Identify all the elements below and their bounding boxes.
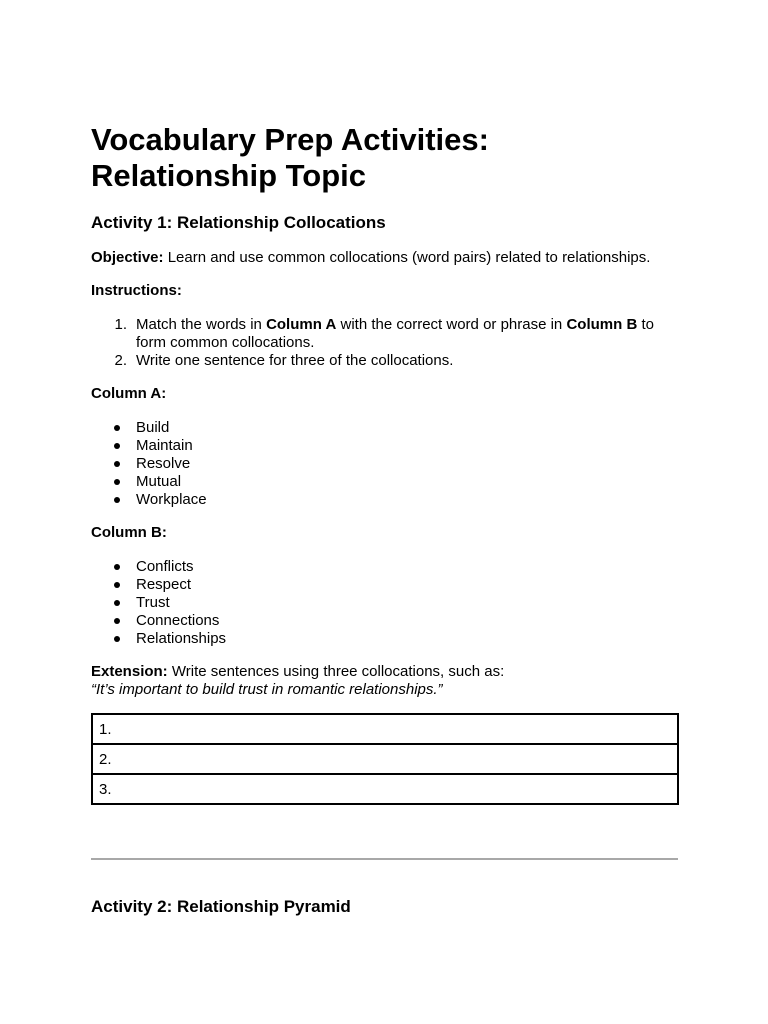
answer-table: [91, 713, 679, 805]
column-b-label: Column B:: [91, 524, 167, 541]
list-item-text: Resolve: [136, 455, 191, 472]
instruction-bold-column-a: Column A: [266, 316, 337, 333]
section-divider: [91, 858, 678, 860]
list-item: [91, 419, 679, 437]
list-item-text: Mutual: [136, 473, 182, 490]
bullet-icon: [114, 443, 120, 449]
list-item: [91, 558, 679, 576]
objective-text: Learn and use common collocations (word pairs) related to relationships.: [163, 249, 651, 266]
list-item: [91, 594, 679, 612]
bullet-icon: [114, 425, 120, 431]
list-item: [91, 630, 679, 648]
bullet-icon: [114, 461, 120, 467]
answer-cell: 1.: [92, 714, 678, 744]
list-item: [91, 612, 679, 630]
extension-label: Extension:: [91, 663, 168, 680]
instruction-item: [91, 352, 679, 370]
bullet-icon: [114, 636, 120, 642]
instructions-label: Instructions:: [91, 282, 182, 299]
list-item-text: Conflicts: [136, 558, 194, 575]
instruction-text: Write one sentence for three of the collocations.: [136, 352, 454, 369]
activity-1-heading: Activity 1: Relationship Collocations: [91, 213, 386, 232]
table-row: [92, 744, 678, 774]
bullet-icon: [114, 564, 120, 570]
table-row: [92, 714, 678, 744]
bullet-icon: [114, 582, 120, 588]
list-item-text: Build: [136, 419, 170, 436]
activity-2-heading: Activity 2: Relationship Pyramid: [91, 897, 351, 916]
list-number: 2.: [114, 352, 127, 369]
list-item-text: Maintain: [136, 437, 193, 454]
extension-paragraph: [91, 663, 679, 681]
column-b-list: [91, 558, 679, 648]
answer-cell: 3.: [92, 774, 678, 804]
instruction-text-middle: with the correct word or phrase in: [336, 316, 567, 333]
column-a-list: [91, 419, 679, 509]
instructions-list: [91, 316, 679, 370]
objective-paragraph: [91, 249, 679, 267]
list-item-text: Relationships: [136, 630, 227, 647]
extension-example: “It’s important to build trust in romantic relationships.”: [91, 681, 443, 698]
instruction-text-before: Match the words in: [136, 316, 267, 333]
answer-cell: 2.: [92, 744, 678, 774]
list-number: 1.: [114, 316, 127, 333]
list-item: [91, 576, 679, 594]
list-item: [91, 437, 679, 455]
column-a-label: Column A:: [91, 385, 167, 402]
table-row: [92, 774, 678, 804]
page-title: Vocabulary Prep Activities: Relationship Topic: [91, 122, 489, 193]
list-item-text: Respect: [136, 576, 192, 593]
instruction-text-after: to form common collocations.: [136, 316, 654, 351]
bullet-icon: [114, 479, 120, 485]
list-item: [91, 473, 679, 491]
list-item-text: Workplace: [136, 491, 207, 508]
extension-text: Write sentences using three collocations, such as:: [167, 663, 505, 680]
document-content: [91, 122, 679, 805]
list-item-text: Trust: [136, 594, 170, 611]
instruction-bold-column-b: Column B: [566, 316, 638, 333]
list-item-text: Connections: [136, 612, 220, 629]
bullet-icon: [114, 618, 120, 624]
list-item: [91, 455, 679, 473]
instruction-item: [91, 316, 679, 352]
objective-label: Objective:: [91, 249, 164, 266]
bullet-icon: [114, 600, 120, 606]
list-item: [91, 491, 679, 509]
bullet-icon: [114, 497, 120, 503]
